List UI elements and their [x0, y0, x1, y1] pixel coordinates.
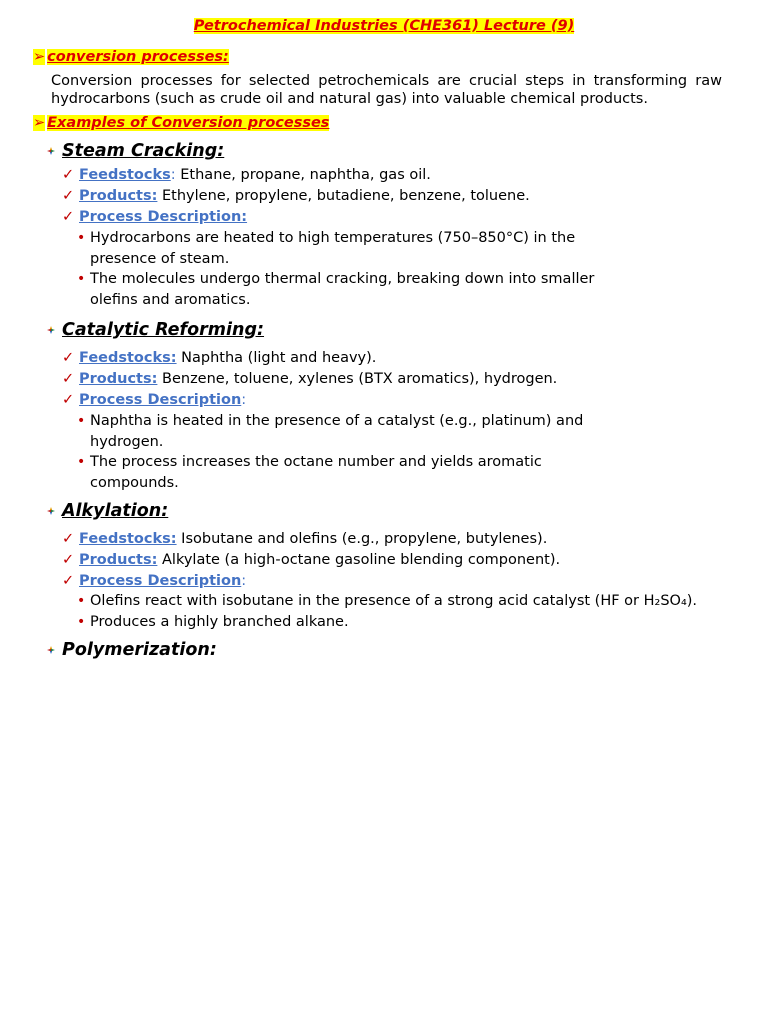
- label-colon: :: [241, 392, 247, 408]
- section-label: conversion processes:: [47, 49, 229, 65]
- checkmark-icon: ✓: [62, 371, 75, 387]
- bullet-item: [77, 228, 575, 269]
- feedstocks-label: Feedstocks: [79, 167, 171, 183]
- four-arrows-icon: [45, 145, 57, 157]
- label-colon: :: [170, 167, 176, 183]
- section-heading-examples: [33, 113, 329, 133]
- bullet-line: Naphtha is heated in the presence of a catalyst (e.g., platinum) and: [90, 413, 584, 429]
- bullet-line: The process increases the octane number and yields aromatic: [90, 454, 542, 470]
- intro-line: hydrocarbons (such as crude oil and natural gas) into valuable chemical products.: [51, 91, 648, 107]
- process-description-label: Process Description:: [79, 209, 248, 225]
- products-text: Alkylate (a high-octane gasoline blending component).: [157, 552, 561, 568]
- arrow-bullet-icon: ➢: [33, 49, 46, 65]
- four-arrows-icon: [45, 505, 57, 517]
- products-label: Products:: [79, 552, 158, 568]
- heading-catalytic-reforming: [45, 319, 264, 341]
- section-label: Examples of Conversion processes: [47, 115, 330, 131]
- heading-text: Catalytic Reforming:: [62, 320, 265, 340]
- bullet-dot-icon: •: [77, 593, 86, 609]
- heading-text: Steam Cracking:: [62, 141, 225, 161]
- bullet-line: presence of steam.: [90, 250, 230, 267]
- products-label: Products:: [79, 188, 158, 204]
- arrow-bullet-icon: ➢: [33, 115, 46, 131]
- four-arrows-icon: [45, 644, 57, 656]
- bullet-item: [77, 591, 697, 612]
- feedstocks-text: Naphtha (light and heavy).: [176, 350, 377, 366]
- bullet-item: [77, 612, 349, 633]
- process-description-label: Process Description: [79, 573, 242, 589]
- bullet-line: hydrogen.: [90, 433, 164, 450]
- bullet-dot-icon: •: [77, 614, 86, 630]
- bullet-dot-icon: •: [77, 271, 86, 287]
- four-arrows-icon: [45, 324, 57, 336]
- checkmark-icon: ✓: [62, 209, 75, 225]
- heading-alkylation: [45, 500, 168, 522]
- checkmark-icon: ✓: [62, 531, 75, 547]
- bullet-line: compounds.: [90, 474, 179, 491]
- checkmark-icon: ✓: [62, 392, 75, 408]
- heading-polymerization: [45, 639, 217, 661]
- list-item-feedstocks: [62, 165, 431, 185]
- bullet-dot-icon: •: [77, 230, 86, 246]
- bullet-dot-icon: •: [77, 454, 86, 470]
- products-label: Products:: [79, 371, 158, 387]
- checkmark-icon: ✓: [62, 167, 75, 183]
- bullet-line: Olefins react with isobutane in the presence of a strong acid catalyst (HF or H₂SO₄).: [90, 593, 698, 609]
- page-title: [0, 16, 768, 36]
- intro-paragraph: [51, 72, 722, 108]
- checkmark-icon: ✓: [62, 573, 75, 589]
- checkmark-icon: ✓: [62, 188, 75, 204]
- products-text: Benzene, toluene, xylenes (BTX aromatics), hydrogen.: [157, 371, 558, 387]
- feedstocks-label: Feedstocks:: [79, 531, 177, 547]
- section-heading-conversion: [33, 47, 229, 67]
- intro-line: Conversion processes for selected petrochemicals are crucial steps in transforming raw: [51, 73, 722, 89]
- bullet-dot-icon: •: [77, 413, 86, 429]
- bullet-line: The molecules undergo thermal cracking, breaking down into smaller: [90, 271, 595, 287]
- feedstocks-text: Ethane, propane, naphtha, gas oil.: [175, 167, 431, 183]
- checkmark-icon: ✓: [62, 350, 75, 366]
- bullet-line: Produces a highly branched alkane.: [90, 614, 349, 630]
- heading-text: Alkylation:: [62, 501, 169, 521]
- bullet-line: olefins and aromatics.: [90, 291, 251, 308]
- list-item-process-description: [62, 207, 247, 227]
- list-item-products: [62, 369, 557, 389]
- products-text: Ethylene, propylene, butadiene, benzene, toluene.: [157, 188, 530, 204]
- label-colon: :: [241, 573, 247, 589]
- checkmark-icon: ✓: [62, 552, 75, 568]
- feedstocks-label: Feedstocks:: [79, 350, 177, 366]
- list-item-process-description: [62, 390, 246, 410]
- bullet-item: [77, 269, 594, 310]
- list-item-feedstocks: [62, 529, 547, 549]
- list-item-process-description: [62, 571, 246, 591]
- feedstocks-text: Isobutane and olefins (e.g., propylene, butylenes).: [176, 531, 548, 547]
- bullet-line: Hydrocarbons are heated to high temperatures (750–850°C) in the: [90, 230, 576, 246]
- title-text: Petrochemical Industries (CHE361) Lecture (9): [193, 18, 575, 34]
- list-item-feedstocks: [62, 348, 376, 368]
- heading-text: Polymerization:: [62, 640, 217, 660]
- list-item-products: [62, 550, 560, 570]
- process-description-label: Process Description: [79, 392, 242, 408]
- bullet-item: [77, 452, 542, 493]
- heading-steam-cracking: [45, 140, 224, 162]
- list-item-products: [62, 186, 530, 206]
- bullet-item: [77, 411, 583, 452]
